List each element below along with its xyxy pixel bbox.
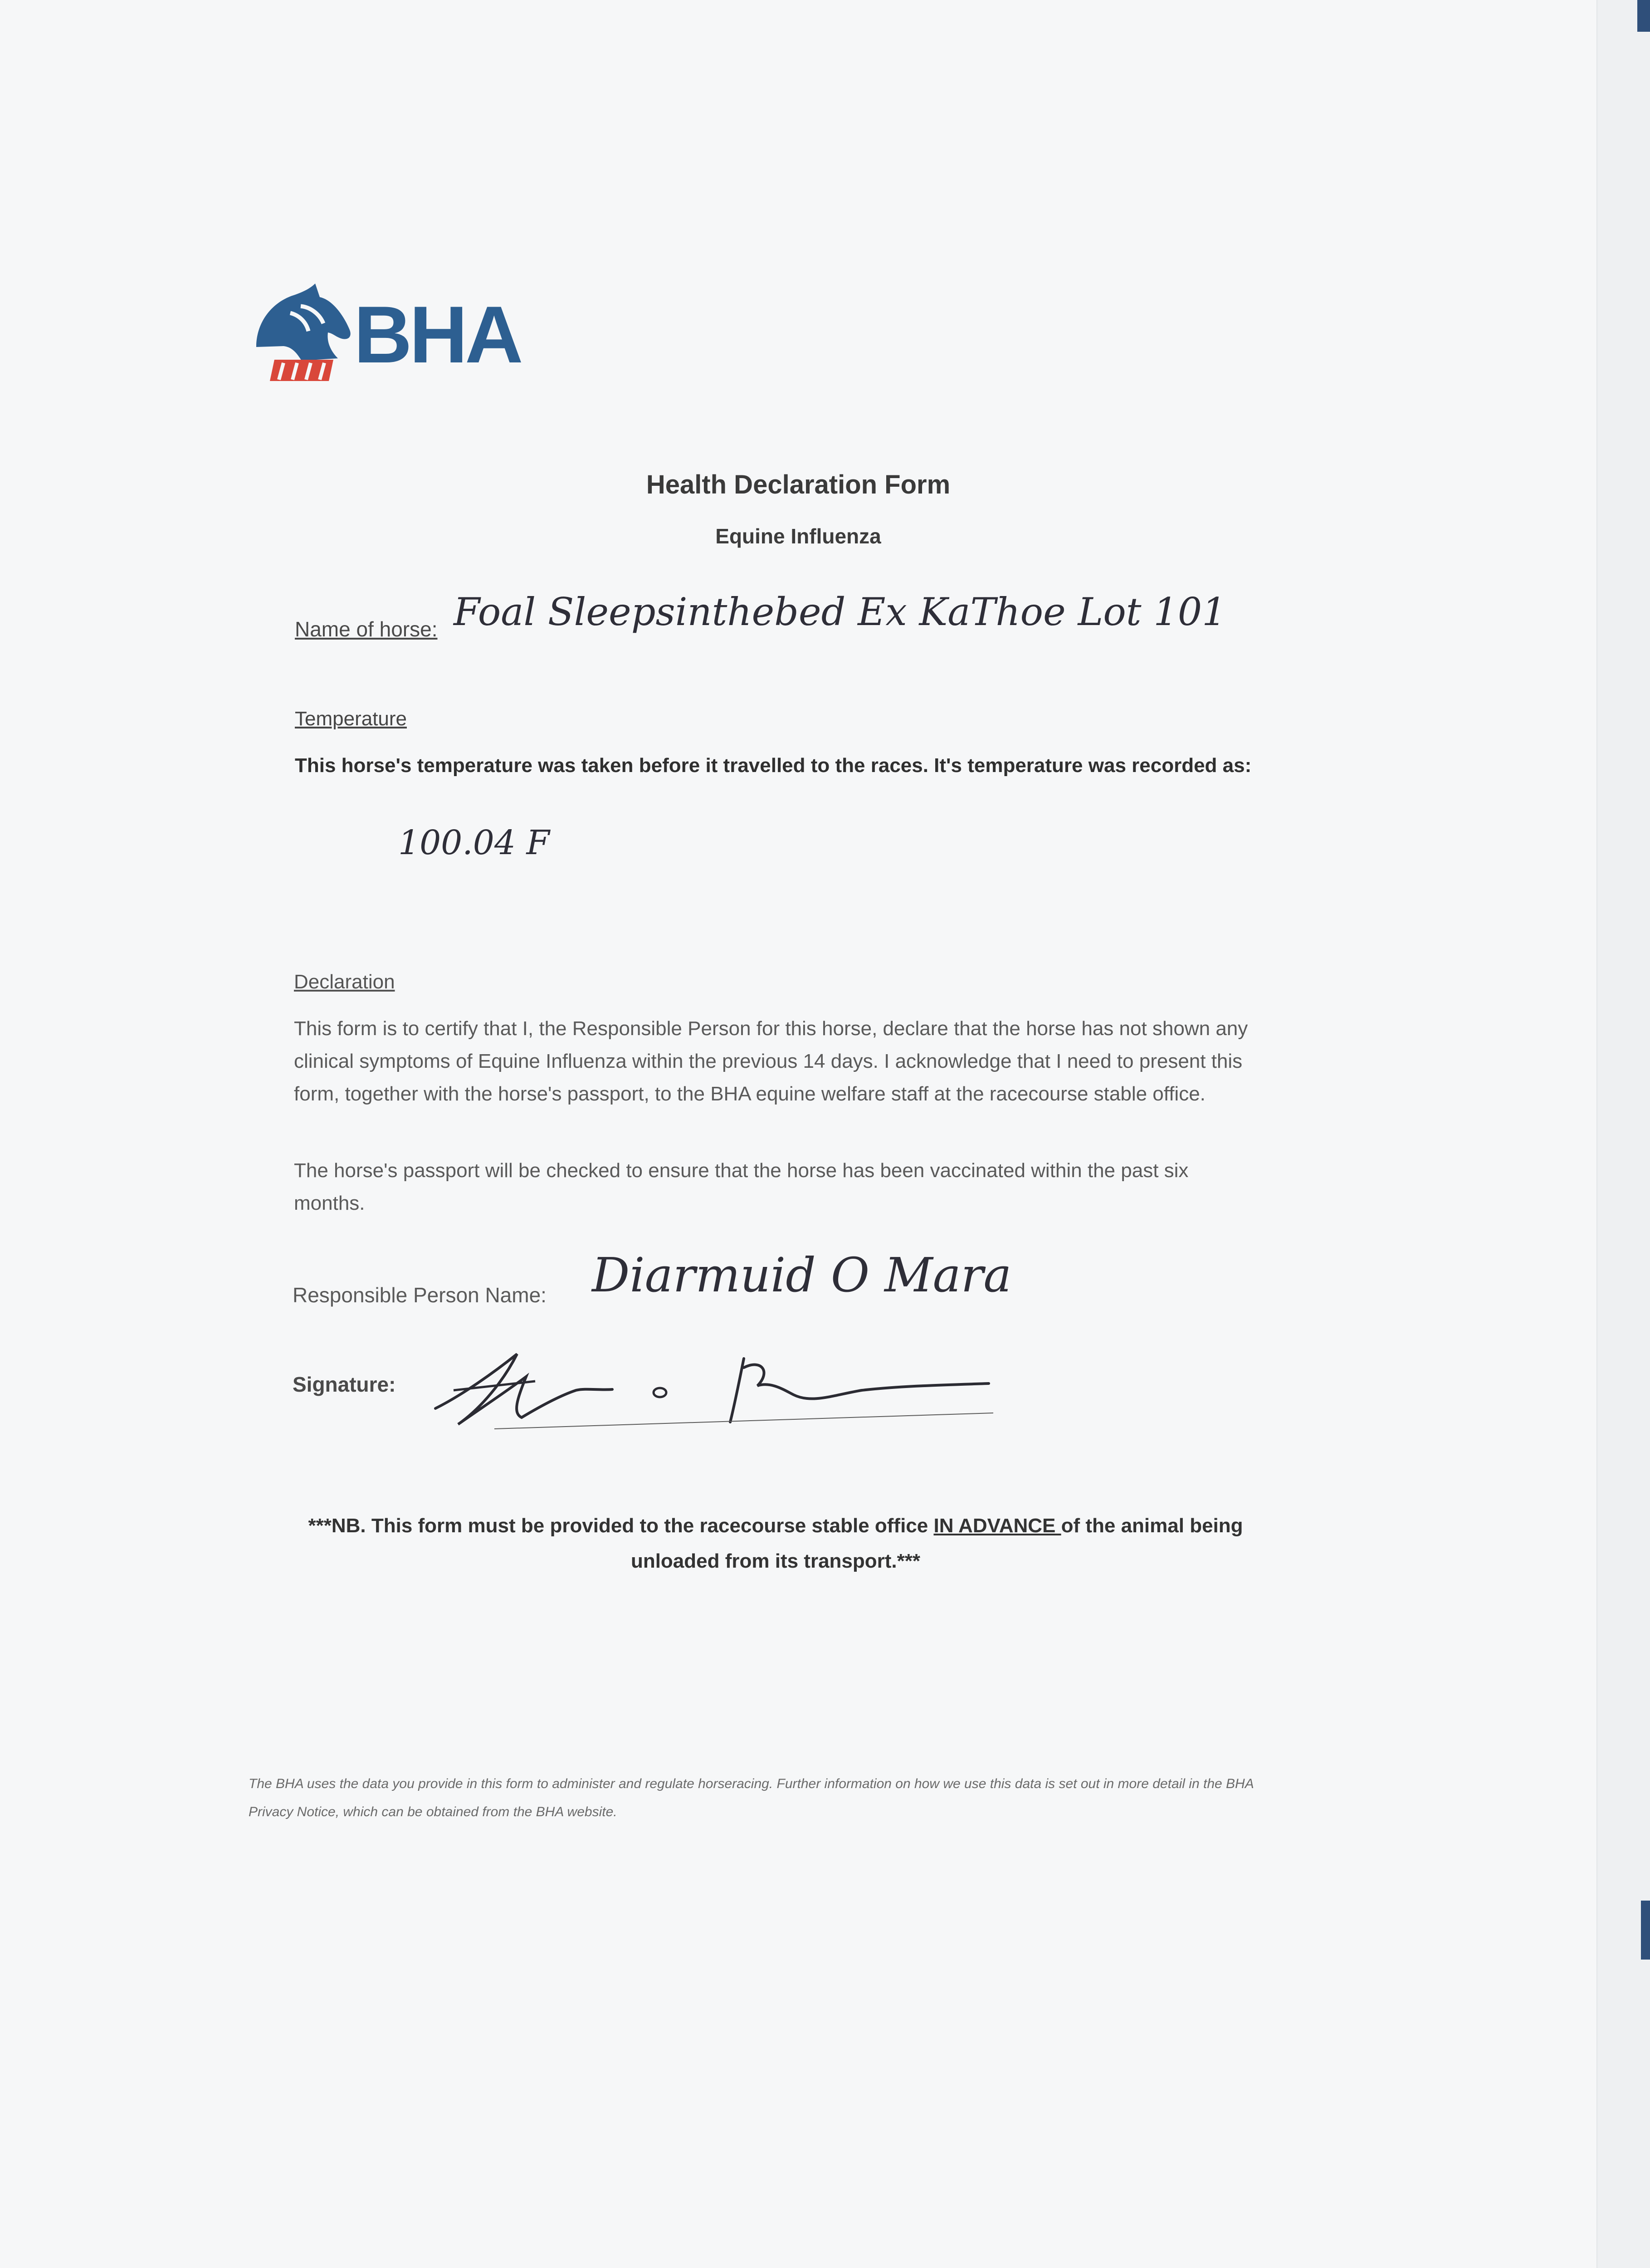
notice-post: of the animal being unloaded from its transport.*** (630, 1515, 1243, 1572)
declaration-heading: Declaration (294, 971, 395, 993)
temperature-text: This horse's temperature was taken before it travelled to the races. It's temperature was recorded as: (295, 754, 1252, 777)
scan-edge-mark (1637, 0, 1650, 32)
temperature-heading: Temperature (295, 708, 407, 730)
notice-emphasis: IN ADVANCE (933, 1515, 1061, 1537)
declaration-text: This form is to certify that I, the Responsible Person for this horse, declare that the horse has not shown any clinical symptoms of Equine Influenza within the previous 14 days. I acknowledge that I need to present this form, together with the horse's passport, to the BHA equine welfare staff at the racecourse stable office. (294, 1017, 1248, 1105)
logo-wordmark: BHA (354, 289, 521, 380)
form-title: Health Declaration Form (646, 470, 951, 499)
vaccination-text: The horse's passport will be checked to ensure that the horse has been vaccinated within the past six months. (294, 1159, 1189, 1214)
horse-name-value: Foal Sleepsinthebed Ex KaThoe Lot 101 (454, 590, 1226, 634)
privacy-footer: The BHA uses the data you provide in this form to administer and regulate horseracing. Further information on how we use this data is set out in more detail in the BHA Privacy Notice, which can be obtained from the BHA website. (249, 1776, 1254, 1819)
handwritten-signature (426, 1340, 1016, 1431)
horse-head-icon (247, 279, 361, 383)
notice-pre: ***NB. This form must be provided to the racecourse stable office (308, 1515, 934, 1537)
form-subtitle: Equine Influenza (715, 524, 881, 548)
responsible-person-value: Diarmuid O Mara (592, 1247, 1012, 1303)
signature-label: Signature: (293, 1373, 396, 1396)
bha-logo (247, 279, 528, 383)
advance-notice (281, 1508, 1270, 1579)
temperature-value: 100.04 F (398, 823, 550, 862)
horse-name-label: Name of horse: (295, 617, 438, 641)
scan-edge-mark (1641, 1901, 1650, 1960)
responsible-person-label: Responsible Person Name: (293, 1283, 547, 1307)
